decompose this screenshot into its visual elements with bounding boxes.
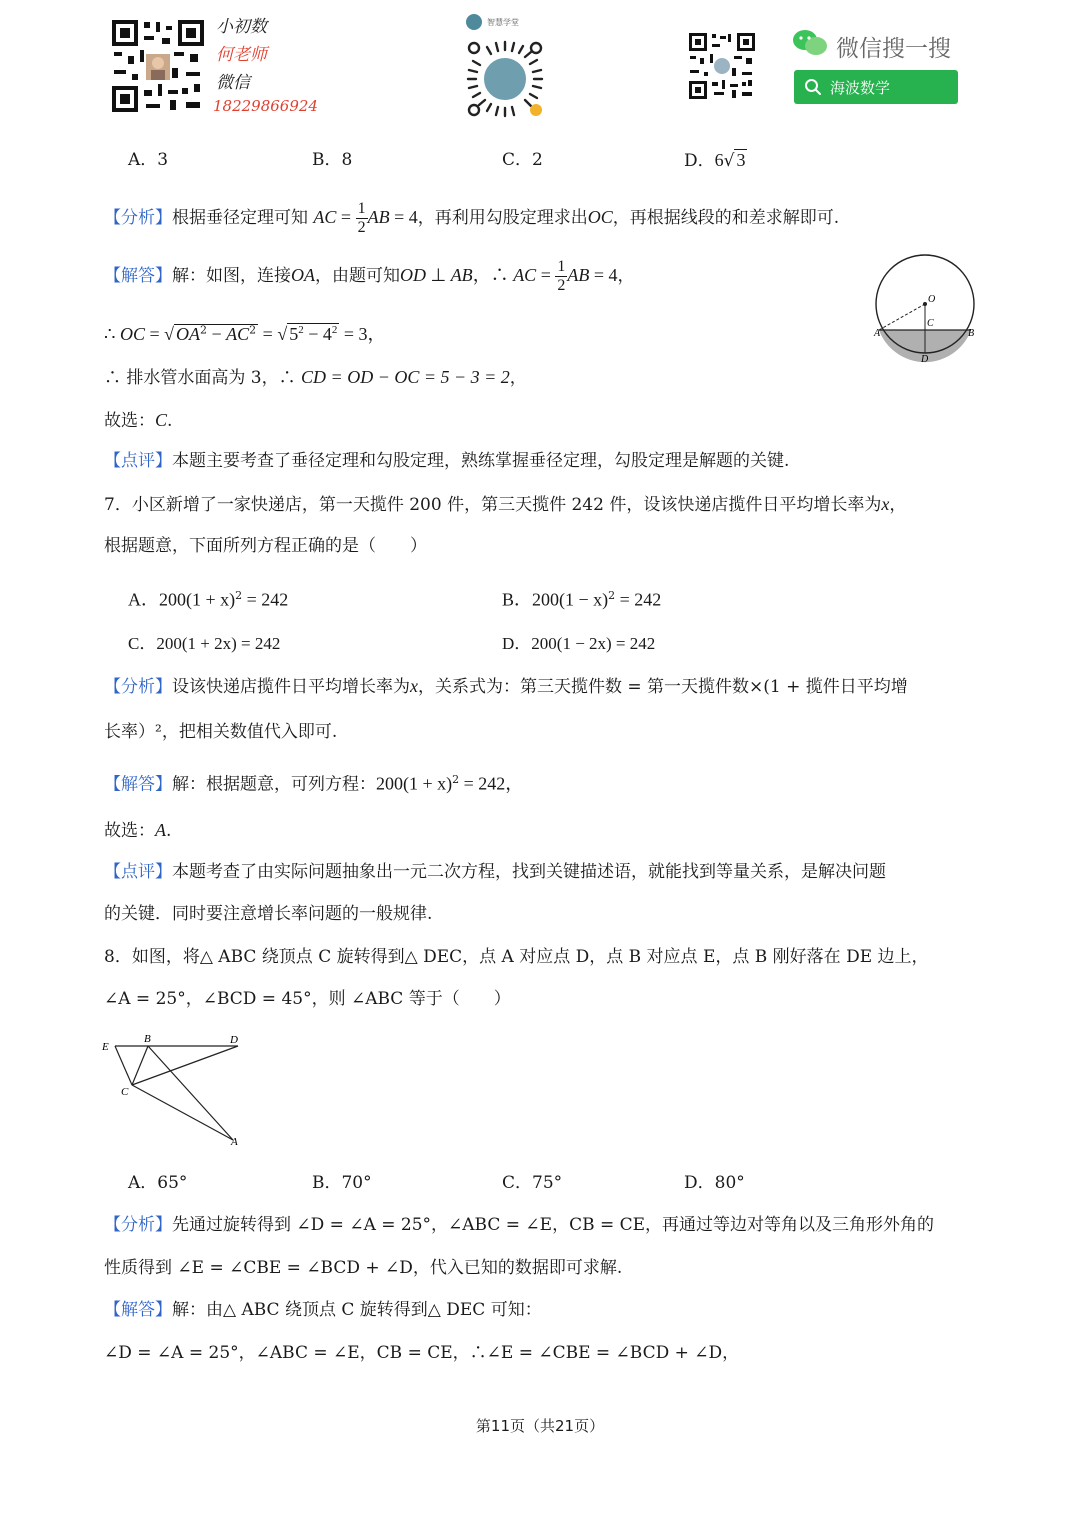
q7-comment-tag: 【点评】 [104,862,172,882]
q6-answer-line-3: ∴ 排水管水面高为 3，∴ CD = OD − OC = 5 − 3 = 2， [104,367,527,388]
qr-code-wechat [688,32,756,100]
q8-option-b: B．70° [312,1173,372,1193]
q7-analysis-tag: 【分析】 [104,677,172,697]
comment-tag: 【点评】 [104,451,172,471]
q7-option-a: A．$200(1 + x)^2 = 242$ [128,589,289,610]
q6-answer-text-3: ， [617,266,635,286]
q7-choose-label: 故选： [104,821,155,841]
analysis-tag: 【分析】 [104,208,172,228]
q7-option-b-tail: = 242 [615,589,662,610]
q8-analysis-line-2: 性质得到 ∠E = ∠CBE = ∠BCD + ∠D，代入已知的数据即可求解. [104,1258,623,1278]
q6-comment-text: 本题主要考查了垂径定理和勾股定理，熟练掌握垂径定理，勾股定理是解题的关键. [172,451,790,471]
triangle-label-b: B [144,1033,151,1045]
q7-answer-tail: = 242， [459,773,524,794]
mini-program-code-icon [464,38,546,120]
q6-answer-line-1: 【解答】解：如图，连接OA，由题可知OD ⊥ AB，∴ AC = $\frac{1}{2}$ AB = 4， [104,258,635,294]
q6-answer-text-1: 解：如图，连接 [172,266,291,286]
q7-choose: 故选：A. [104,820,172,841]
circle-figure [866,252,982,368]
mini-program-avatar-icon [466,14,482,30]
q7-analysis-line-1: 【分析】设该快递店揽件日平均增长率为x，关系式为：第三天揽件数 = 第一天揽件数×(1 + 揽件日平均增 [104,676,908,697]
q8-analysis-tag: 【分析】 [104,1215,172,1235]
q6-choose-answer: C [155,410,168,430]
q6-answer-text-2: ，由题可知 [315,266,400,286]
search-icon [804,78,822,96]
triangle-label-d: D [230,1034,238,1046]
circle-label-a: A [874,328,881,339]
q8-analysis-text-1: 先通过旋转得到 ∠D = ∠A = 25°，∠ABC = ∠E，CB = CE，再通过等边对等角以及三角形外角的 [172,1215,935,1235]
q6-answer-line-2: ∴ OC = √ $OA^2 - AC^2$ = √ $5^2 - 4^2 = 3$， [104,323,386,344]
q7-option-a-tail: = 242 [242,589,289,610]
contact-line-3: 微信 [216,73,250,93]
q8-option-d: D．80° [684,1173,745,1193]
q6-option-c: C．2 [502,150,543,170]
q7-stem-line-2: 根据题意，下面所列方程正确的是（ ） [104,536,427,556]
wechat-logo-icon [792,28,828,58]
q6-answer-line-3-text: 排水管水面高为 3， [126,368,279,388]
q6-comment [104,449,789,473]
q7-option-b-text: B．200(1 − x) [502,589,609,610]
q7-option-d: D．200(1 − 2x) = 242 [502,634,656,653]
contact-phone: 18229866924 [213,97,318,115]
triangle-label-c: C [121,1086,129,1098]
mini-program-label: 智慧学堂 [487,18,519,27]
circle-label-d: D [921,354,929,365]
q7-comment-text-1: 本题考查了由实际问题抽象出一元二次方程，找到关键描述语，就能找到等量关系，是解决问题 [172,862,886,882]
q8-answer-text-1: 解：由△ ABC 绕顶点 C 旋转得到△ DEC 可知： [172,1300,542,1320]
q7-answer-eq: 200(1 + x) [376,773,453,794]
wechat-search-button[interactable] [794,70,958,104]
q7-answer-text: 解：根据题意，可列方程： [172,774,376,795]
q6-option-d: D．6√ 3 [684,150,746,171]
contact-line-2: 何老师 [216,45,267,65]
q6-option-d-label: D． [684,151,715,171]
qr-code-contact [110,18,206,114]
q6-analysis-text-2: ，再利用勾股定理求出 [417,208,588,228]
contact-line-1: 小初数 [216,17,267,37]
q6-option-a: A．3 [128,150,169,170]
q7-analysis-line-2: 长率）²，把相关数值代入即可. [104,722,338,742]
q6-choose: 故选：C. [104,410,173,431]
q8-stem-line-1: 8．如图，将△ ABC 绕顶点 C 旋转得到△ DEC，点 A 对应点 D，点 B 对应点 E，点 B 刚好落在 DE 边上， [104,947,929,967]
q7-answer-tag: 【解答】 [104,774,172,795]
q7-analysis-text-1: 设该快递店揽件日平均增长率为 [172,677,410,697]
circle-label-o: O [928,294,936,305]
q6-option-b: B．8 [312,150,353,170]
wechat-search-title: 微信搜一搜 [836,36,951,62]
q6-option-d-coef: 6 [714,150,724,170]
q8-stem-line-2: ∠A = 25°，∠BCD = 45°，则 ∠ABC 等于（ ） [104,989,511,1009]
q8-option-a: A．65° [128,1173,188,1193]
q7-stem-line-1: 7．小区新增了一家快递店，第一天揽件 200 件，第三天揽件 242 件，设该快递店揽件日平均增长率为x， [104,494,907,515]
q7-analysis-text-2: ，关系式为：第三天揽件数 = 第一天揽件数×(1 + 揽件日平均增 [418,677,908,697]
page-footer: 第11页（共21页） [475,1417,605,1435]
answer-tag: 【解答】 [104,266,172,286]
q7-stem-text-1: 7．小区新增了一家快递店，第一天揽件 200 件，第三天揽件 242 件，设该快递店揽件日平均增长率为 [104,495,882,515]
triangle-figure [100,1028,250,1152]
q8-answer-tag: 【解答】 [104,1300,172,1320]
q7-option-b: B．$200(1 - x)^2 = 242$ [502,589,662,610]
q7-answer: 【解答】解：根据题意，可列方程：$200(1 + x)^2 = 242$， [104,773,524,795]
q7-choose-answer: A [155,820,166,840]
triangle-label-e: E [102,1041,109,1053]
q8-answer-line-2: ∠D = ∠A = 25°，∠ABC = ∠E，CB = CE，∴∠E = ∠CBE = ∠BCD + ∠D， [104,1343,740,1363]
q6-option-d-rad: 3 [736,150,746,170]
q8-analysis-line-1 [104,1213,934,1237]
q6-analysis: 【分析】根据垂径定理可知 AC = $\frac{1}{2}$ AB = 4，再利用勾股定理求出OC，再根据线段的和差求解即可. [104,200,840,236]
q7-comment-line-1 [104,860,886,884]
q7-option-c: C．200(1 + 2x) = 242 [128,634,281,653]
circle-label-c: C [927,318,934,329]
q6-analysis-text-3: ，再根据线段的和差求解即可. [612,208,840,228]
q7-option-a-text: A．200(1 + x) [128,589,236,610]
q7-comment-line-2: 的关键．同时要注意增长率问题的一般规律. [104,904,433,924]
q8-option-c: C．75° [502,1173,563,1193]
q8-answer-line-1 [104,1298,542,1322]
circle-label-b: B [968,328,975,339]
triangle-label-a: A [231,1136,238,1148]
wechat-search-button-label: 海波数学 [830,78,891,97]
q6-analysis-text-1: 根据垂径定理可知 [172,208,308,228]
q6-answer-line-3-eq: CD = OD − OC = 5 − 3 = 2 [301,367,510,387]
q6-choose-label: 故选： [104,411,155,431]
